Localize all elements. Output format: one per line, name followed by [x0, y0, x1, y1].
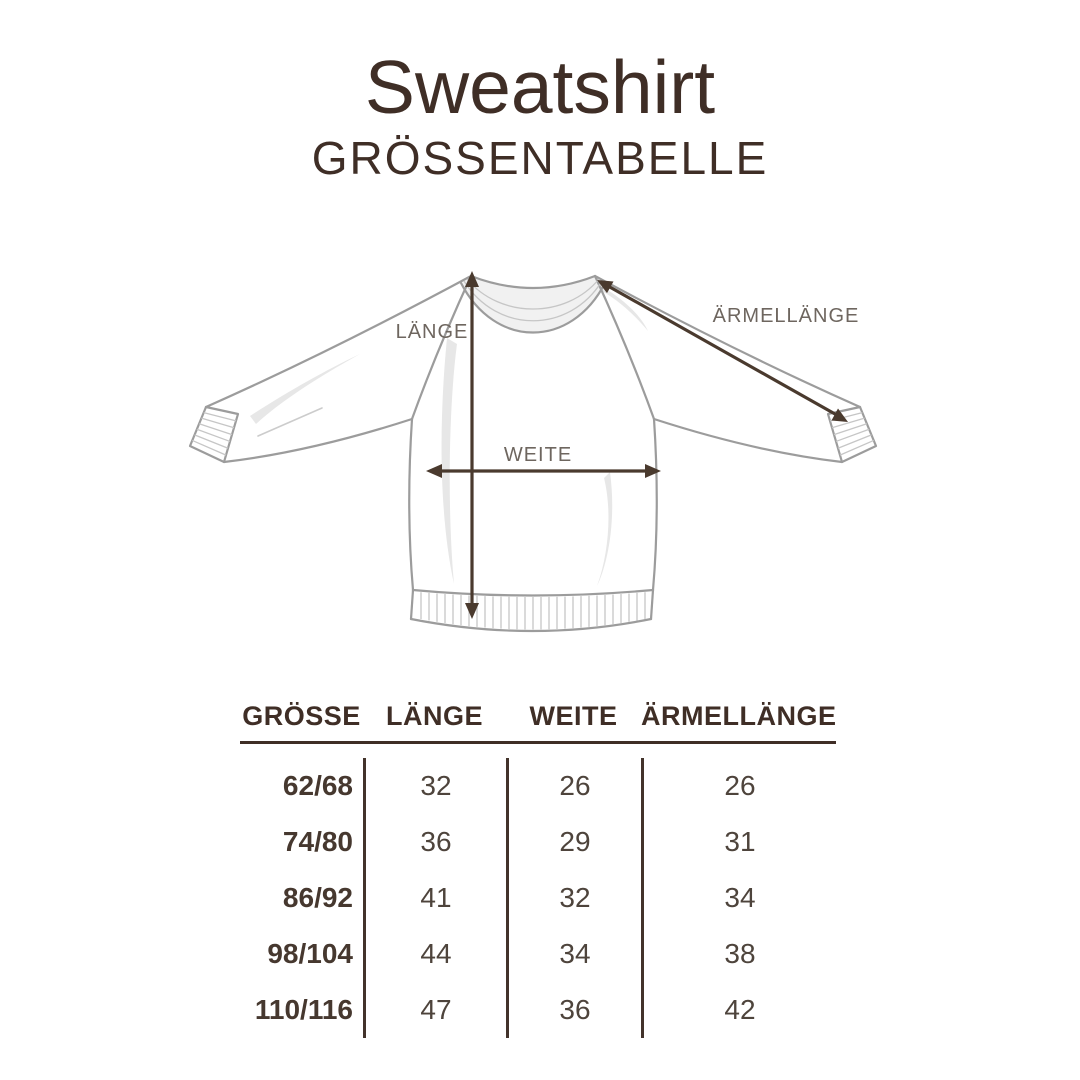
- cell-weite: 26: [506, 758, 641, 814]
- table-body: [240, 758, 836, 1038]
- cell-aermellaenge: 34: [641, 870, 836, 926]
- cell-laenge: 44: [363, 926, 506, 982]
- column-header-weite: WEITE: [529, 700, 618, 731]
- cell-size: 62/68: [282, 770, 353, 801]
- cell-laenge: 32: [363, 758, 506, 814]
- cell-size: 74/80: [282, 826, 353, 857]
- cell-aermellaenge: 42: [641, 982, 836, 1038]
- page-title: Sweatshirt: [364, 45, 716, 129]
- cell-size: 86/92: [282, 882, 353, 913]
- header-rule: [240, 741, 836, 744]
- cell-weite: 34: [506, 926, 641, 982]
- cell-weite: 36: [506, 982, 641, 1038]
- aermellaenge-label: ÄRMELLÄNGE: [712, 305, 860, 327]
- cell-laenge: 47: [363, 982, 506, 1038]
- cell-laenge: 41: [363, 870, 506, 926]
- cell-size: 110/116: [254, 994, 353, 1025]
- page-subtitle: GRÖSSENTABELLE: [311, 132, 769, 184]
- size-chart-table: [240, 695, 836, 1038]
- column-header-aermellaenge: ÄRMELLÄNGE: [641, 700, 837, 731]
- cell-laenge: 36: [363, 814, 506, 870]
- weite-label: WEITE: [503, 444, 573, 466]
- laenge-label: LÄNGE: [395, 321, 469, 343]
- collar-band: [461, 276, 605, 333]
- cell-weite: 29: [506, 814, 641, 870]
- cell-weite: 32: [506, 870, 641, 926]
- cell-aermellaenge: 38: [641, 926, 836, 982]
- column-header-groesse: GRÖSSE: [242, 700, 361, 731]
- cell-size: 98/104: [267, 938, 353, 969]
- cell-aermellaenge: 31: [641, 814, 836, 870]
- table-header-row: [240, 695, 836, 737]
- cell-aermellaenge: 26: [641, 758, 836, 814]
- column-header-laenge: LÄNGE: [386, 700, 483, 731]
